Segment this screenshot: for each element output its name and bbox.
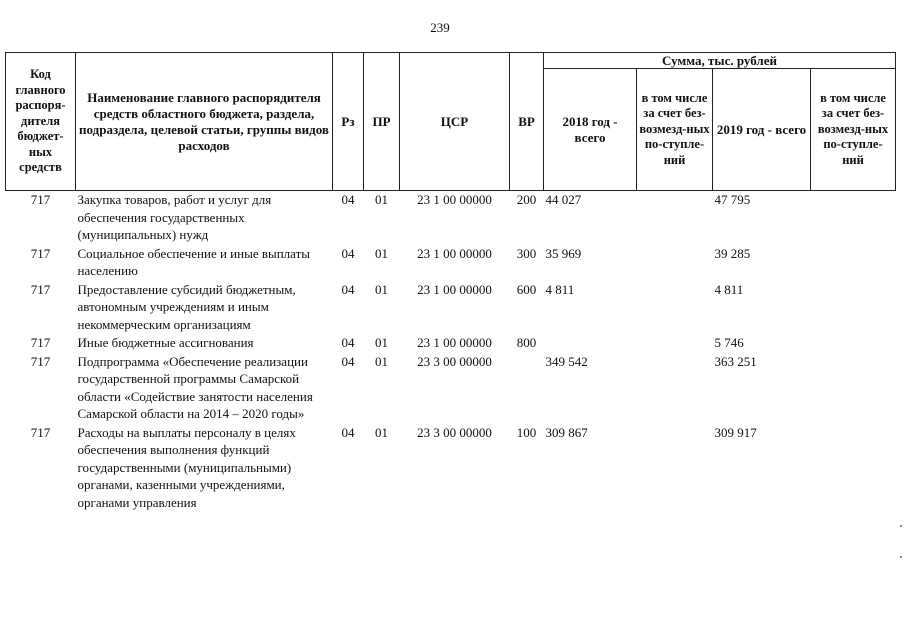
cell-2019-total: 4 811 [714, 281, 744, 297]
cell-2018-grants [637, 334, 713, 353]
cell-2018-grants [637, 353, 713, 424]
cell-rz: 04 [341, 281, 355, 297]
cell-2019-total: 39 285 [714, 245, 751, 261]
cell-2019-grants [811, 245, 896, 281]
cell-code: 717 [30, 245, 51, 261]
cell-name: Предоставление субсидий бюджетным, автономным учреждениям и иным некоммерческим организациям [77, 281, 296, 332]
cell-2018-grants [637, 245, 713, 281]
cell-2018-grants [637, 191, 713, 245]
table-row [6, 191, 896, 245]
cell-2018-grants [637, 424, 713, 513]
cell-2018-total: 35 969 [545, 245, 582, 261]
cell-csr: 23 1 00 00000 [417, 245, 492, 261]
header-pr: ПР [364, 53, 400, 191]
cell-2019-total: 309 917 [714, 424, 757, 440]
page-number: 239 [430, 20, 450, 35]
cell-rz: 04 [341, 192, 355, 207]
cell-2018-total [544, 334, 637, 353]
cell-vr: 800 [516, 335, 537, 350]
cell-name: Иные бюджетные ассигнования [77, 335, 254, 350]
header-2019-total: 2019 год - всего [713, 69, 811, 191]
cell-rz: 04 [341, 424, 355, 440]
header-2018-grants: в том числе за счет без-возмезд-ных по-ступле-ний [637, 69, 713, 191]
cell-pr: 01 [375, 424, 388, 440]
header-rz: Рз [333, 53, 364, 191]
cell-name: Социальное обеспечение и иные выплаты населению [77, 245, 311, 278]
header-name: Наименование главного распорядителя средств областного бюджета, раздела, подраздела, целевой статьи, группы видов расходов [76, 53, 333, 191]
cell-pr: 01 [375, 335, 388, 350]
cell-code: 717 [30, 335, 51, 350]
cell-rz: 04 [341, 335, 355, 350]
cell-name: Подпрограмма «Обеспечение реализации государственной программы Самарской области «Содействие занятости населения Самарской области на 2014 – 2020 годы» [77, 353, 313, 421]
header-2019-grants: в том числе за счет без-возмезд-ных по-ступле-ний [811, 69, 896, 191]
cell-name: Расходы на выплаты персоналу в целях обеспечения выполнения функций государственными (муниципальными) органами, казенными учреждениями, органами управления [77, 424, 296, 510]
cell-rz: 04 [341, 353, 355, 369]
cell-pr: 01 [375, 353, 388, 369]
cell-vr: 200 [516, 192, 537, 207]
cell-csr: 23 1 00 00000 [417, 192, 492, 207]
cell-2019-grants [811, 281, 896, 335]
cell-2018-total: 4 811 [545, 281, 575, 297]
scan-speck [900, 556, 902, 558]
cell-2018-total: 349 542 [545, 353, 588, 369]
cell-pr: 01 [375, 192, 388, 207]
cell-code: 717 [30, 424, 51, 440]
cell-2018-total: 309 867 [545, 424, 588, 440]
cell-2018-total: 44 027 [545, 192, 582, 207]
cell-2019-total: 363 251 [714, 353, 757, 369]
budget-table [5, 52, 896, 512]
cell-2018-grants [637, 281, 713, 335]
cell-vr [510, 353, 544, 424]
cell-2019-grants [811, 334, 896, 353]
table-body [6, 191, 896, 513]
cell-csr: 23 3 00 00000 [417, 424, 492, 440]
cell-vr: 300 [516, 245, 537, 261]
header-vr: ВР [510, 53, 544, 191]
cell-pr: 01 [375, 245, 388, 261]
cell-code: 717 [30, 281, 51, 297]
table-row [6, 334, 896, 353]
table-row [6, 353, 896, 424]
table-row [6, 245, 896, 281]
header-sum: Сумма, тыс. рублей [544, 53, 896, 69]
cell-2019-total: 5 746 [714, 335, 744, 350]
header-code: Код главного распоря-дителя бюджет-ных средств [6, 53, 76, 191]
cell-vr: 100 [516, 424, 537, 440]
cell-2019-grants [811, 424, 896, 513]
cell-vr: 600 [516, 281, 537, 297]
cell-csr: 23 1 00 00000 [417, 335, 492, 350]
cell-code: 717 [30, 353, 51, 369]
cell-code: 717 [30, 192, 51, 207]
cell-rz: 04 [341, 245, 355, 261]
cell-2019-grants [811, 353, 896, 424]
cell-pr: 01 [375, 281, 388, 297]
header-csr: ЦСР [400, 53, 510, 191]
table-row [6, 424, 896, 513]
cell-csr: 23 3 00 00000 [417, 353, 492, 369]
cell-2019-grants [811, 191, 896, 245]
header-2018-total: 2018 год - всего [544, 69, 637, 191]
table-row [6, 281, 896, 335]
cell-name: Закупка товаров, работ и услуг для обеспечения государственных (муниципальных) нужд [77, 192, 272, 242]
scan-speck [900, 525, 902, 527]
cell-2019-total: 47 795 [714, 192, 751, 207]
cell-csr: 23 1 00 00000 [417, 281, 492, 297]
